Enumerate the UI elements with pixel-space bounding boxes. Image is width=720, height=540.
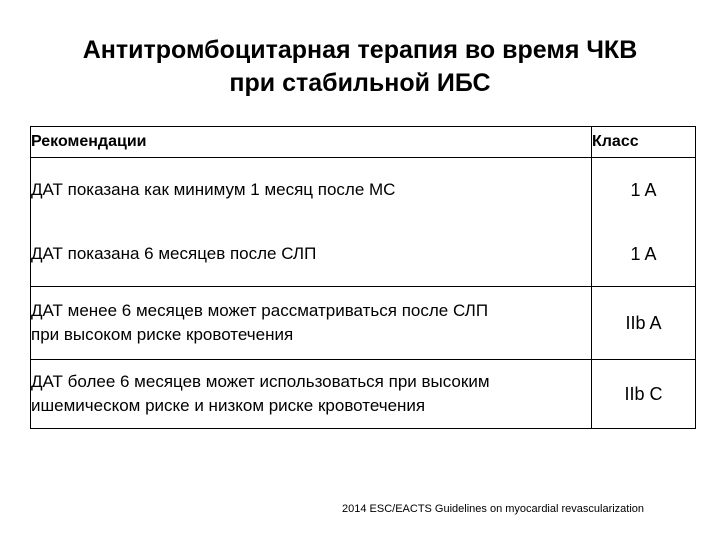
- header-recommendations: Рекомендации: [31, 127, 592, 158]
- recommendation-text: ДАТ показана 6 месяцев после СЛП: [31, 244, 317, 263]
- table-row: [31, 287, 696, 360]
- table-row: [31, 158, 696, 223]
- recommendations-table: [30, 126, 696, 429]
- class-cell: 1 A: [592, 222, 696, 287]
- recommendation-cell: [31, 287, 592, 360]
- class-cell: IIb A: [592, 287, 696, 360]
- table-header-row: [31, 127, 696, 158]
- recommendation-cell: [31, 360, 592, 429]
- recommendation-cell: [31, 222, 592, 287]
- recommendation-text-line-1: ДАТ менее 6 месяцев может рассматриваться после СЛП: [31, 301, 489, 320]
- class-cell: 1 A: [592, 158, 696, 223]
- slide-title-line-2: при стабильной ИБС: [229, 69, 491, 97]
- recommendation-text: ДАТ показана как минимум 1 месяц после МС: [31, 180, 396, 199]
- table-row: [31, 360, 696, 429]
- recommendation-text-line-1: ДАТ более 6 месяцев может использоваться при высоким: [31, 372, 490, 391]
- class-cell: IIb C: [592, 360, 696, 429]
- recommendation-text-line-2: при высоком риске кровотечения: [31, 325, 294, 344]
- header-class: Класс: [592, 127, 696, 158]
- slide-title-line-1: Антитромбоцитарная терапия во время ЧКВ: [82, 36, 638, 64]
- slide-title: [0, 34, 720, 100]
- table-row: [31, 222, 696, 287]
- source-citation: 2014 ESC/EACTS Guidelines on myocardial revascularization: [342, 503, 645, 515]
- recommendation-text-line-2: ишемическом риске и низком риске кровотечения: [31, 396, 426, 415]
- recommendation-cell: [31, 158, 592, 223]
